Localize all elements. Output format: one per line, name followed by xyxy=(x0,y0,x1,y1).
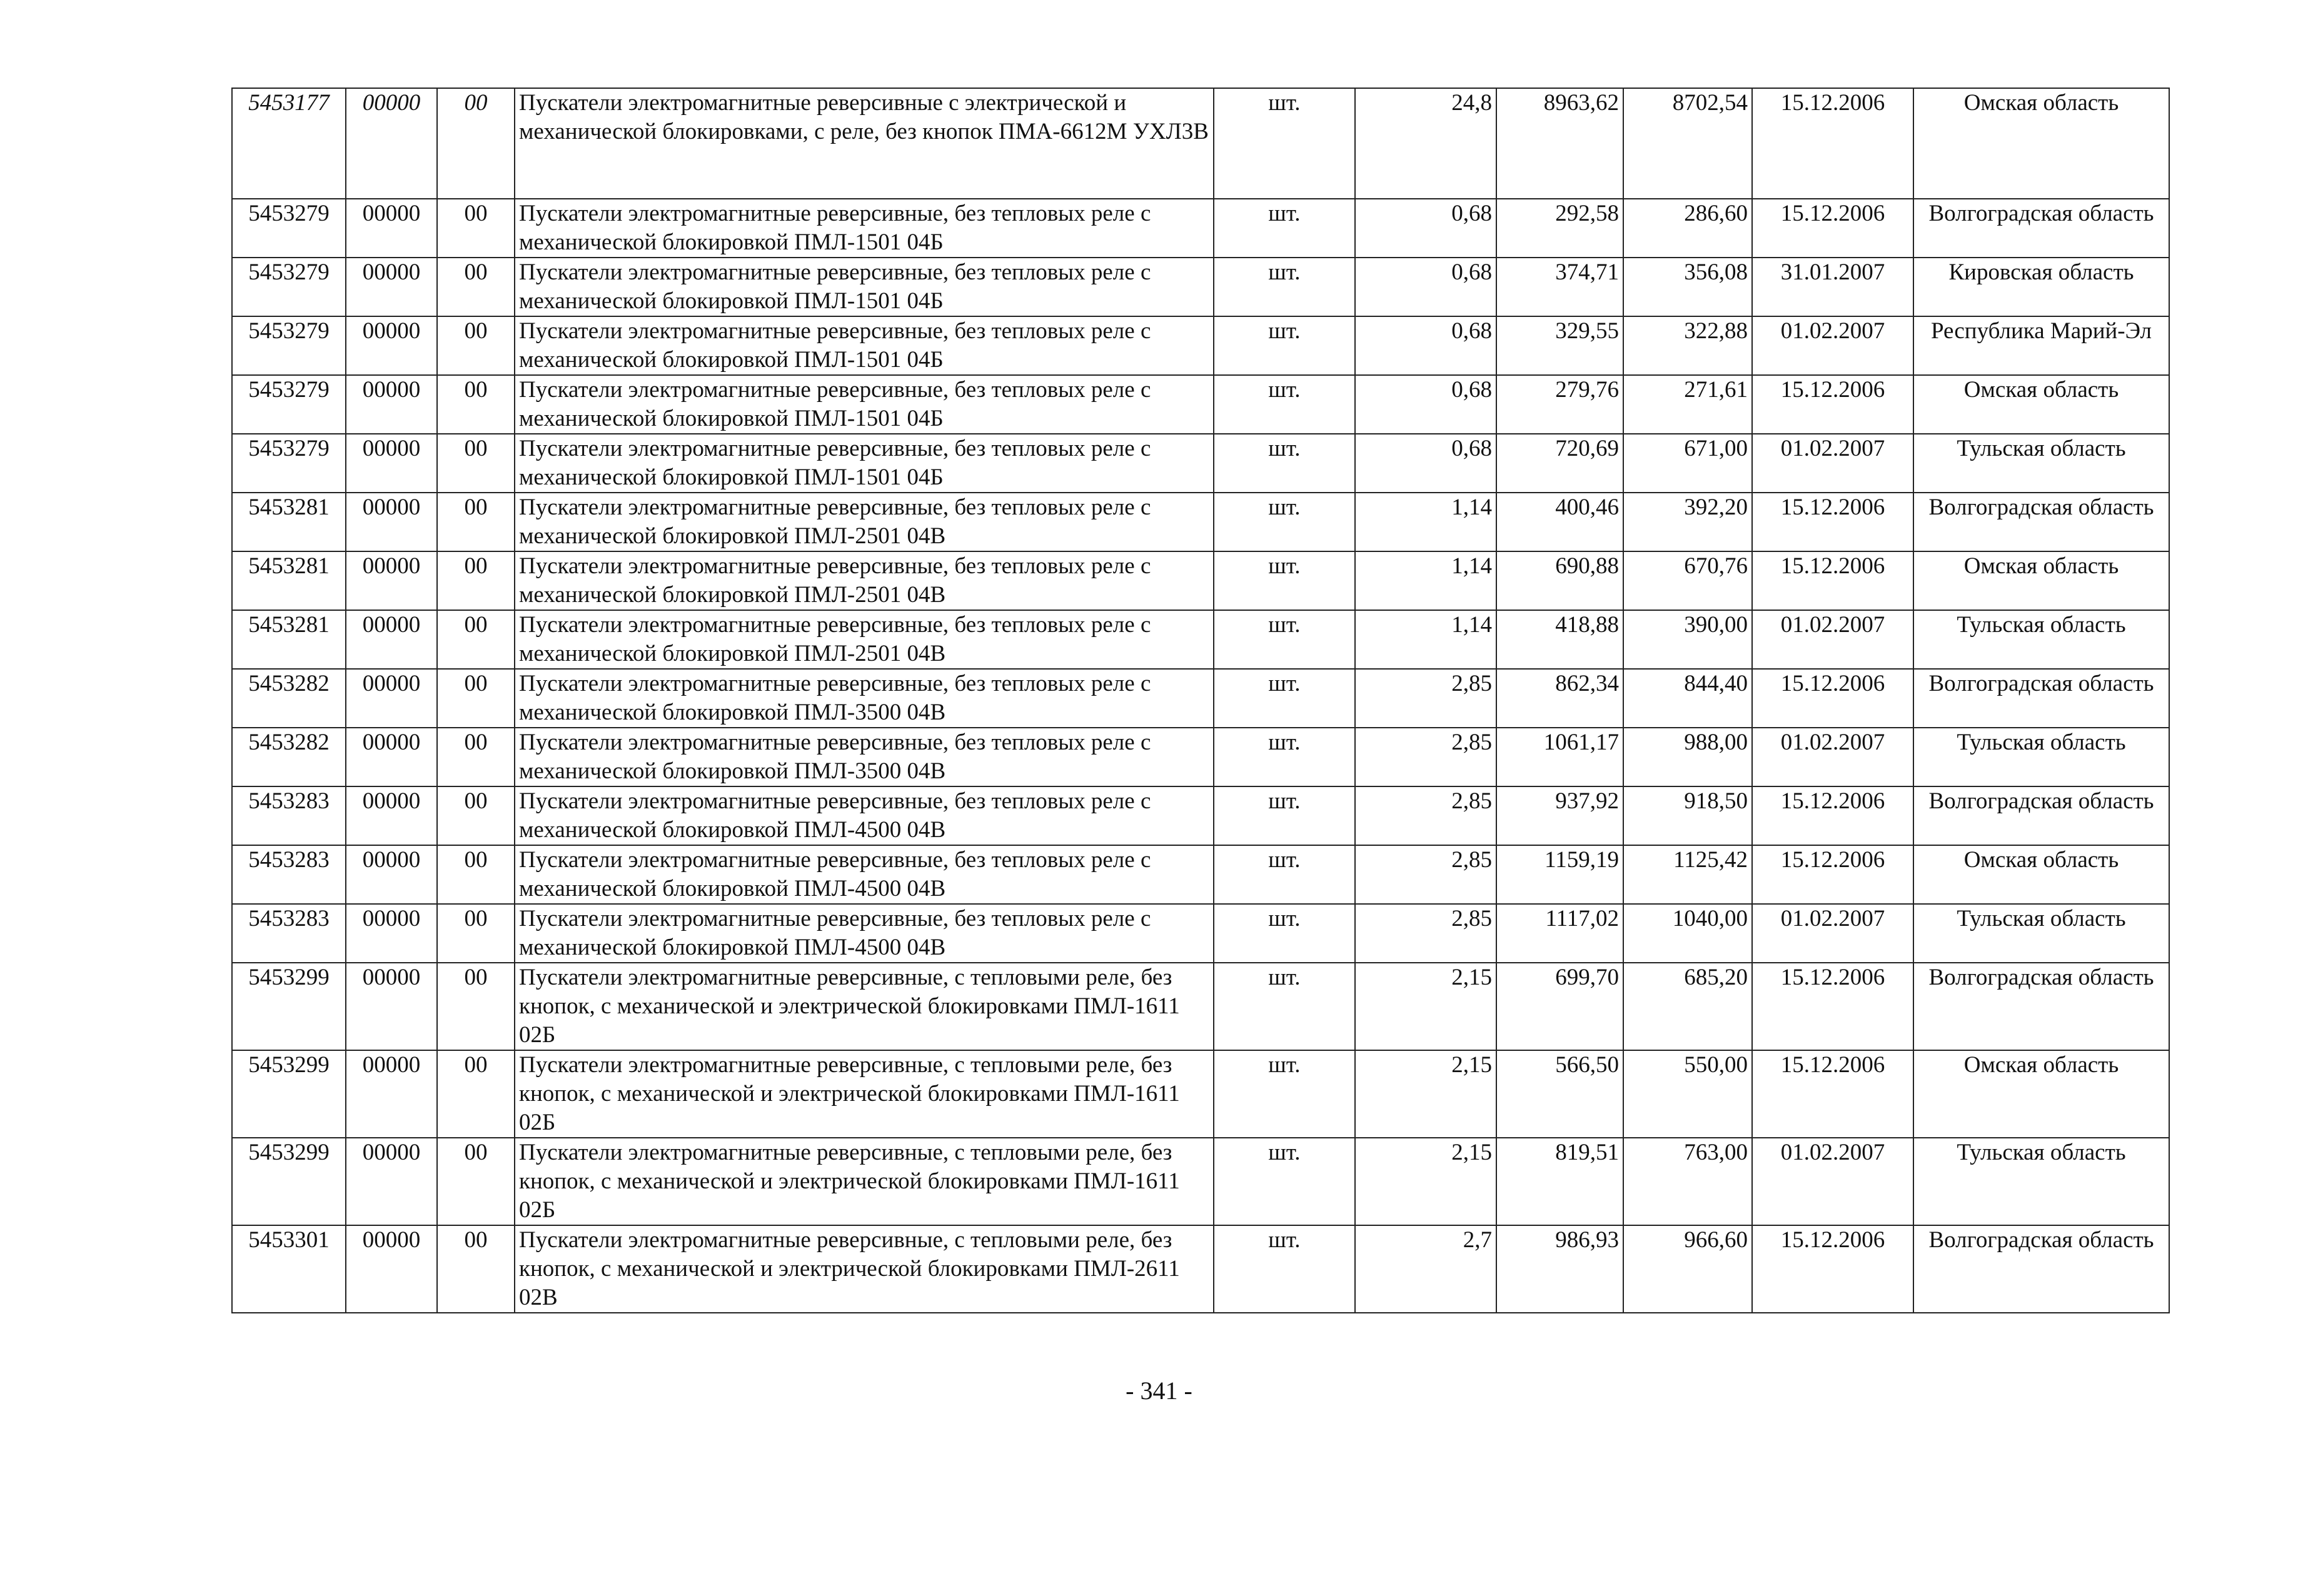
price-cell: 329,55 xyxy=(1496,316,1623,375)
date-cell: 15.12.2006 xyxy=(1752,1225,1913,1313)
price-alt-cell: 550,00 xyxy=(1623,1050,1752,1138)
subcode-cell: 00000 xyxy=(346,493,437,551)
price-alt-cell: 685,20 xyxy=(1623,963,1752,1050)
date-cell: 15.12.2006 xyxy=(1752,88,1913,199)
item-code-cell: 5453299 xyxy=(232,963,346,1050)
subcode-cell: 00000 xyxy=(346,669,437,728)
item-code-cell: 5453279 xyxy=(232,258,346,316)
subcode-cell: 00000 xyxy=(346,1225,437,1313)
variant-cell: 00 xyxy=(437,88,515,199)
price-cell: 986,93 xyxy=(1496,1225,1623,1313)
unit-cell: шт. xyxy=(1214,375,1355,434)
price-alt-cell: 322,88 xyxy=(1623,316,1752,375)
subcode-cell: 00000 xyxy=(346,551,437,610)
table-row xyxy=(232,963,2169,1050)
item-code-cell: 5453299 xyxy=(232,1138,346,1225)
date-cell: 31.01.2007 xyxy=(1752,258,1913,316)
date-cell: 15.12.2006 xyxy=(1752,786,1913,845)
region-cell: Волгоградская область xyxy=(1913,963,2169,1050)
item-code-cell: 5453283 xyxy=(232,904,346,963)
subcode-cell: 00000 xyxy=(346,434,437,493)
price-alt-cell: 271,61 xyxy=(1623,375,1752,434)
unit-cell: шт. xyxy=(1214,551,1355,610)
weight-cell: 2,85 xyxy=(1355,669,1496,728)
date-cell: 15.12.2006 xyxy=(1752,551,1913,610)
weight-cell: 2,7 xyxy=(1355,1225,1496,1313)
variant-cell: 00 xyxy=(437,316,515,375)
price-cell: 720,69 xyxy=(1496,434,1623,493)
unit-cell: шт. xyxy=(1214,316,1355,375)
date-cell: 15.12.2006 xyxy=(1752,1050,1913,1138)
variant-cell: 00 xyxy=(437,904,515,963)
item-code-cell: 5453281 xyxy=(232,493,346,551)
table-row xyxy=(232,669,2169,728)
region-cell: Тульская область xyxy=(1913,1138,2169,1225)
region-cell: Омская область xyxy=(1913,1050,2169,1138)
subcode-cell: 00000 xyxy=(346,1138,437,1225)
variant-cell: 00 xyxy=(437,434,515,493)
weight-cell: 1,14 xyxy=(1355,493,1496,551)
subcode-cell: 00000 xyxy=(346,786,437,845)
region-cell: Волгоградская область xyxy=(1913,669,2169,728)
product-name-cell: Пускатели электромагнитные реверсивные, без тепловых реле с механической блокировкой ПМЛ-2501 04В xyxy=(515,551,1214,610)
table-row xyxy=(232,728,2169,786)
weight-cell: 2,85 xyxy=(1355,786,1496,845)
weight-cell: 2,85 xyxy=(1355,845,1496,904)
variant-cell: 00 xyxy=(437,1225,515,1313)
product-name-cell: Пускатели электромагнитные реверсивные, с тепловыми реле, без кнопок, с механической и электрической блокировками ПМЛ-2611 02В xyxy=(515,1225,1214,1313)
item-code-cell: 5453282 xyxy=(232,669,346,728)
item-code-cell: 5453299 xyxy=(232,1050,346,1138)
item-code-cell: 5453281 xyxy=(232,610,346,669)
item-code-cell: 5453279 xyxy=(232,375,346,434)
weight-cell: 0,68 xyxy=(1355,375,1496,434)
product-name-cell: Пускатели электромагнитные реверсивные, с тепловыми реле, без кнопок, с механической и электрической блокировками ПМЛ-1611 02Б xyxy=(515,963,1214,1050)
price-cell: 690,88 xyxy=(1496,551,1623,610)
product-name-cell: Пускатели электромагнитные реверсивные, без тепловых реле с механической блокировкой ПМЛ-1501 04Б xyxy=(515,316,1214,375)
price-alt-cell: 670,76 xyxy=(1623,551,1752,610)
unit-cell: шт. xyxy=(1214,1225,1355,1313)
region-cell: Тульская область xyxy=(1913,434,2169,493)
unit-cell: шт. xyxy=(1214,786,1355,845)
date-cell: 01.02.2007 xyxy=(1752,728,1913,786)
table-row xyxy=(232,845,2169,904)
region-cell: Волгоградская область xyxy=(1913,1225,2169,1313)
price-cell: 374,71 xyxy=(1496,258,1623,316)
unit-cell: шт. xyxy=(1214,610,1355,669)
variant-cell: 00 xyxy=(437,375,515,434)
price-cell: 566,50 xyxy=(1496,1050,1623,1138)
unit-cell: шт. xyxy=(1214,963,1355,1050)
price-alt-cell: 8702,54 xyxy=(1623,88,1752,199)
item-code-cell: 5453283 xyxy=(232,845,346,904)
weight-cell: 0,68 xyxy=(1355,199,1496,258)
price-alt-cell: 671,00 xyxy=(1623,434,1752,493)
region-cell: Тульская область xyxy=(1913,904,2169,963)
date-cell: 01.02.2007 xyxy=(1752,610,1913,669)
table-row xyxy=(232,551,2169,610)
table-row xyxy=(232,786,2169,845)
region-cell: Волгоградская область xyxy=(1913,786,2169,845)
weight-cell: 1,14 xyxy=(1355,551,1496,610)
price-alt-cell: 1040,00 xyxy=(1623,904,1752,963)
price-cell: 862,34 xyxy=(1496,669,1623,728)
unit-cell: шт. xyxy=(1214,669,1355,728)
price-cell: 292,58 xyxy=(1496,199,1623,258)
product-name-cell: Пускатели электромагнитные реверсивные, с тепловыми реле, без кнопок, с механической и электрической блокировками ПМЛ-1611 02Б xyxy=(515,1138,1214,1225)
date-cell: 15.12.2006 xyxy=(1752,493,1913,551)
product-name-cell: Пускатели электромагнитные реверсивные, без тепловых реле с механической блокировкой ПМЛ-4500 04В xyxy=(515,904,1214,963)
product-name-cell: Пускатели электромагнитные реверсивные, без тепловых реле с механической блокировкой ПМЛ-1501 04Б xyxy=(515,258,1214,316)
weight-cell: 2,85 xyxy=(1355,904,1496,963)
variant-cell: 00 xyxy=(437,493,515,551)
weight-cell: 0,68 xyxy=(1355,258,1496,316)
weight-cell: 2,85 xyxy=(1355,728,1496,786)
item-code-cell: 5453279 xyxy=(232,316,346,375)
weight-cell: 1,14 xyxy=(1355,610,1496,669)
subcode-cell: 00000 xyxy=(346,375,437,434)
price-sheet xyxy=(231,88,2169,1313)
variant-cell: 00 xyxy=(437,610,515,669)
table-row xyxy=(232,258,2169,316)
date-cell: 01.02.2007 xyxy=(1752,1138,1913,1225)
price-cell: 400,46 xyxy=(1496,493,1623,551)
table-body xyxy=(232,88,2169,1313)
region-cell: Омская область xyxy=(1913,375,2169,434)
price-cell: 418,88 xyxy=(1496,610,1623,669)
subcode-cell: 00000 xyxy=(346,258,437,316)
price-alt-cell: 356,08 xyxy=(1623,258,1752,316)
product-name-cell: Пускатели электромагнитные реверсивные, с тепловыми реле, без кнопок, с механической и электрической блокировками ПМЛ-1611 02Б xyxy=(515,1050,1214,1138)
region-cell: Республика Марий-Эл xyxy=(1913,316,2169,375)
unit-cell: шт. xyxy=(1214,88,1355,199)
date-cell: 15.12.2006 xyxy=(1752,963,1913,1050)
region-cell: Волгоградская область xyxy=(1913,199,2169,258)
subcode-cell: 00000 xyxy=(346,88,437,199)
page-number: - 341 - xyxy=(1126,1377,1192,1405)
variant-cell: 00 xyxy=(437,1050,515,1138)
product-name-cell: Пускатели электромагнитные реверсивные, без тепловых реле с механической блокировкой ПМЛ-3500 04В xyxy=(515,728,1214,786)
subcode-cell: 00000 xyxy=(346,963,437,1050)
product-name-cell: Пускатели электромагнитные реверсивные, без тепловых реле с механической блокировкой ПМЛ-3500 04В xyxy=(515,669,1214,728)
variant-cell: 00 xyxy=(437,786,515,845)
weight-cell: 2,15 xyxy=(1355,1050,1496,1138)
unit-cell: шт. xyxy=(1214,258,1355,316)
weight-cell: 0,68 xyxy=(1355,316,1496,375)
product-name-cell: Пускатели электромагнитные реверсивные, без тепловых реле с механической блокировкой ПМЛ-1501 04Б xyxy=(515,434,1214,493)
price-alt-cell: 1125,42 xyxy=(1623,845,1752,904)
table-row xyxy=(232,199,2169,258)
unit-cell: шт. xyxy=(1214,1138,1355,1225)
subcode-cell: 00000 xyxy=(346,728,437,786)
variant-cell: 00 xyxy=(437,258,515,316)
table-row xyxy=(232,1225,2169,1313)
price-alt-cell: 966,60 xyxy=(1623,1225,1752,1313)
table-row xyxy=(232,88,2169,199)
variant-cell: 00 xyxy=(437,669,515,728)
unit-cell: шт. xyxy=(1214,845,1355,904)
product-name-cell: Пускатели электромагнитные реверсивные, без тепловых реле с механической блокировкой ПМЛ-4500 04В xyxy=(515,786,1214,845)
date-cell: 15.12.2006 xyxy=(1752,845,1913,904)
product-name-cell: Пускатели электромагнитные реверсивные, без тепловых реле с механической блокировкой ПМЛ-1501 04Б xyxy=(515,375,1214,434)
price-alt-cell: 988,00 xyxy=(1623,728,1752,786)
table-row xyxy=(232,316,2169,375)
table-row xyxy=(232,1138,2169,1225)
date-cell: 15.12.2006 xyxy=(1752,375,1913,434)
table-row xyxy=(232,610,2169,669)
product-name-cell: Пускатели электромагнитные реверсивные, без тепловых реле с механической блокировкой ПМЛ-4500 04В xyxy=(515,845,1214,904)
date-cell: 15.12.2006 xyxy=(1752,669,1913,728)
unit-cell: шт. xyxy=(1214,728,1355,786)
unit-cell: шт. xyxy=(1214,1050,1355,1138)
subcode-cell: 00000 xyxy=(346,316,437,375)
variant-cell: 00 xyxy=(437,845,515,904)
weight-cell: 2,15 xyxy=(1355,1138,1496,1225)
unit-cell: шт. xyxy=(1214,199,1355,258)
variant-cell: 00 xyxy=(437,199,515,258)
variant-cell: 00 xyxy=(437,551,515,610)
region-cell: Тульская область xyxy=(1913,610,2169,669)
unit-cell: шт. xyxy=(1214,434,1355,493)
product-name-cell: Пускатели электромагнитные реверсивные, без тепловых реле с механической блокировкой ПМЛ-2501 04В xyxy=(515,610,1214,669)
price-alt-cell: 918,50 xyxy=(1623,786,1752,845)
price-cell: 1159,19 xyxy=(1496,845,1623,904)
price-table xyxy=(231,88,2170,1313)
price-alt-cell: 844,40 xyxy=(1623,669,1752,728)
price-cell: 1117,02 xyxy=(1496,904,1623,963)
subcode-cell: 00000 xyxy=(346,610,437,669)
region-cell: Омская область xyxy=(1913,845,2169,904)
table-row xyxy=(232,434,2169,493)
product-name-cell: Пускатели электромагнитные реверсивные с электрической и механической блокировками, с реле, без кнопок ПМА-6612М УХЛ3В xyxy=(515,88,1214,199)
region-cell: Кировская область xyxy=(1913,258,2169,316)
price-alt-cell: 286,60 xyxy=(1623,199,1752,258)
table-row xyxy=(232,493,2169,551)
item-code-cell: 5453279 xyxy=(232,199,346,258)
unit-cell: шт. xyxy=(1214,493,1355,551)
item-code-cell: 5453177 xyxy=(232,88,346,199)
region-cell: Омская область xyxy=(1913,88,2169,199)
table-row xyxy=(232,904,2169,963)
product-name-cell: Пускатели электромагнитные реверсивные, без тепловых реле с механической блокировкой ПМЛ-1501 04Б xyxy=(515,199,1214,258)
table-row xyxy=(232,1050,2169,1138)
date-cell: 01.02.2007 xyxy=(1752,316,1913,375)
subcode-cell: 00000 xyxy=(346,199,437,258)
price-cell: 1061,17 xyxy=(1496,728,1623,786)
unit-cell: шт. xyxy=(1214,904,1355,963)
table-row xyxy=(232,375,2169,434)
item-code-cell: 5453282 xyxy=(232,728,346,786)
item-code-cell: 5453301 xyxy=(232,1225,346,1313)
date-cell: 15.12.2006 xyxy=(1752,199,1913,258)
subcode-cell: 00000 xyxy=(346,845,437,904)
region-cell: Омская область xyxy=(1913,551,2169,610)
weight-cell: 24,8 xyxy=(1355,88,1496,199)
price-cell: 8963,62 xyxy=(1496,88,1623,199)
variant-cell: 00 xyxy=(437,728,515,786)
price-alt-cell: 392,20 xyxy=(1623,493,1752,551)
weight-cell: 0,68 xyxy=(1355,434,1496,493)
price-cell: 279,76 xyxy=(1496,375,1623,434)
price-alt-cell: 763,00 xyxy=(1623,1138,1752,1225)
region-cell: Тульская область xyxy=(1913,728,2169,786)
item-code-cell: 5453281 xyxy=(232,551,346,610)
variant-cell: 00 xyxy=(437,1138,515,1225)
weight-cell: 2,15 xyxy=(1355,963,1496,1050)
price-cell: 699,70 xyxy=(1496,963,1623,1050)
price-cell: 937,92 xyxy=(1496,786,1623,845)
product-name-cell: Пускатели электромагнитные реверсивные, без тепловых реле с механической блокировкой ПМЛ-2501 04В xyxy=(515,493,1214,551)
variant-cell: 00 xyxy=(437,963,515,1050)
region-cell: Волгоградская область xyxy=(1913,493,2169,551)
subcode-cell: 00000 xyxy=(346,1050,437,1138)
date-cell: 01.02.2007 xyxy=(1752,904,1913,963)
item-code-cell: 5453283 xyxy=(232,786,346,845)
subcode-cell: 00000 xyxy=(346,904,437,963)
date-cell: 01.02.2007 xyxy=(1752,434,1913,493)
price-alt-cell: 390,00 xyxy=(1623,610,1752,669)
price-cell: 819,51 xyxy=(1496,1138,1623,1225)
item-code-cell: 5453279 xyxy=(232,434,346,493)
